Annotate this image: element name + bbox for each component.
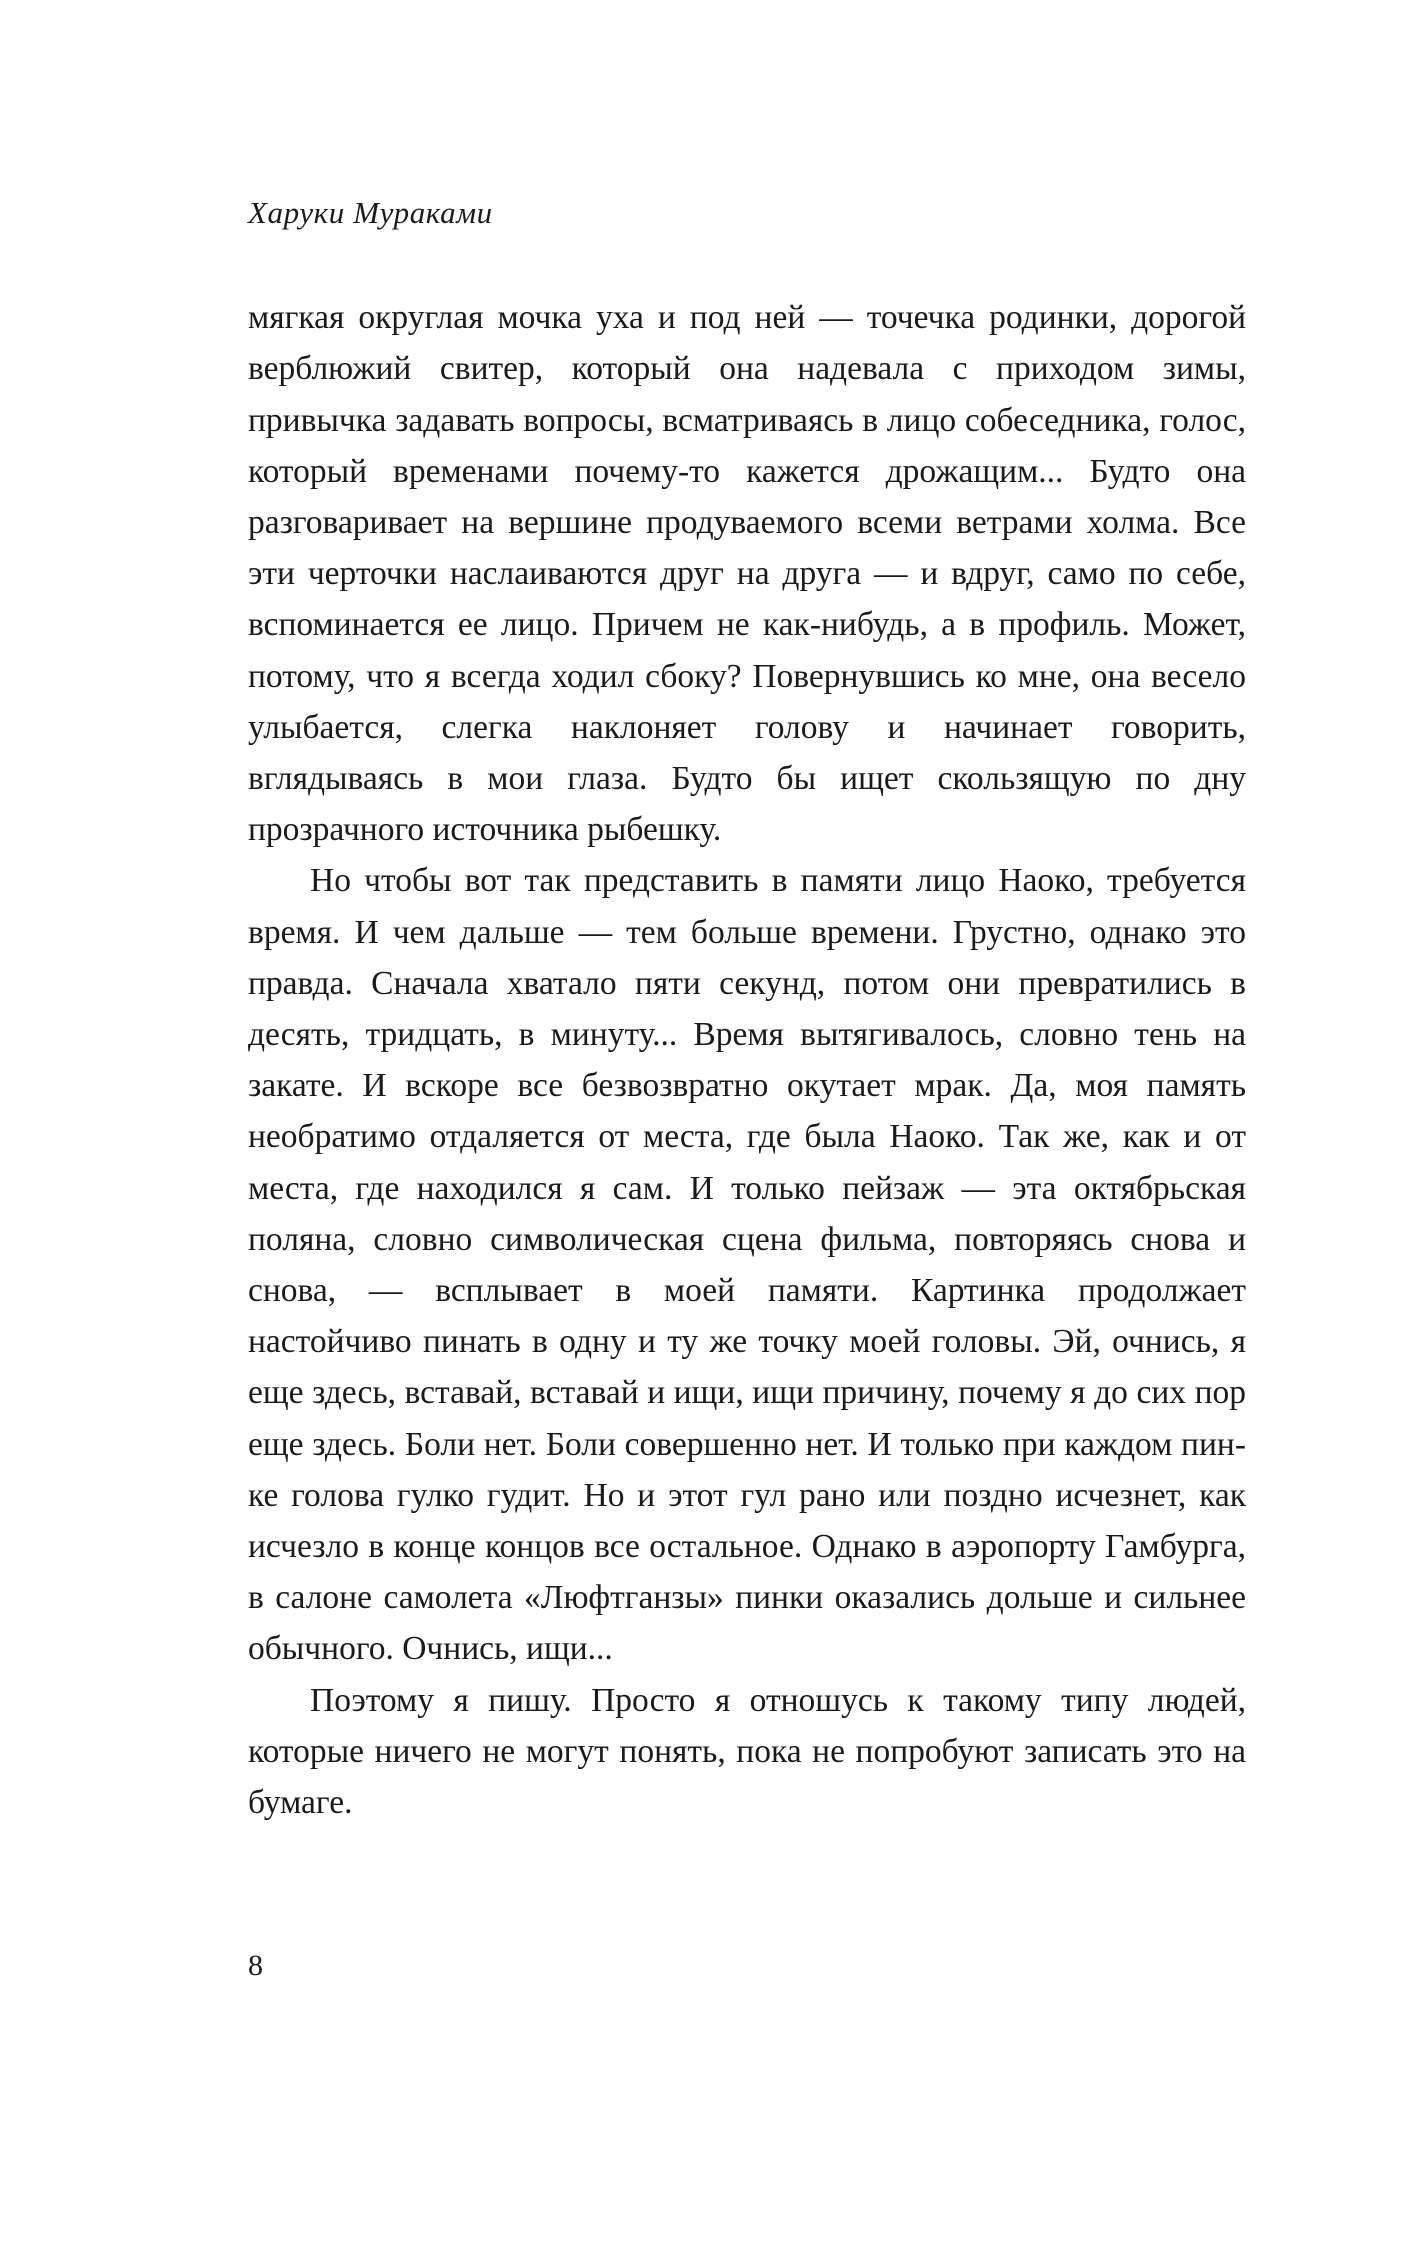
running-header: Харуки Мураками (248, 195, 493, 230)
paragraph-1: мягкая округлая мочка уха и под ней — точечка родинки, дорогой верблюжий свитер, который она надевала с приходом зимы, привычка задавать вопросы, всматриваясь в лицо собеседника, голос, который временами почему-то кажется дрожащим... Будто она разговаривает на вершине продуваемого всеми ветрами холма. Все эти черточки наслаиваются друг на друга — и вдруг, само по себе, вспоминается ее лицо. Причем не как-нибудь, а в профиль. Может, потому, что я всегда ходил сбоку? Повернувшись ко мне, она весело улыбается, слегка наклоняет голову и начинает говорить, вглядываясь в мои глаза. Будто бы ищет скользящую по дну прозрачного источника рыбешку. (248, 299, 1246, 849)
body-text (248, 292, 1246, 1828)
paragraph-3: Поэтому я пишу. Просто я отношусь к такому типу людей, которые ничего не могут понять, пока не попробуют записать это на бумаге. (248, 1681, 1246, 1821)
page-number: 8 (248, 1949, 263, 1982)
page-text-block (248, 196, 1246, 1828)
paragraph-2: Но чтобы вот так представить в памяти лицо Наоко, требуется время. И чем дальше — тем больше времени. Грустно, однако это правда. Сначала хватало пяти секунд, потом они превратились в десять, тридцать, в минуту... Время вытягивалось, словно тень на закате. И вскоре все безвозвратно окутает мрак. Да, моя память необратимо отдаляется от места, где была Наоко. Так же, как и от места, где находился я сам. И только пейзаж — эта октябрьская поляна, словно символическая сцена фильма, повторяясь снова и снова, — всплывает в моей памяти. Картинка продолжает настойчиво пинать в одну и ту же точку моей головы. Эй, очнись, я еще здесь, вставай, вставай и ищи, ищи причину, почему я до сих пор еще здесь. Боли нет. Боли совершенно нет. И только при каждом пинке голова гулко гудит. Но и этот гул рано или поздно исчезнет, как исчезло в конце концов все остальное. Однако в аэропорту Гамбурга, в салоне самолета «Люфтганзы» пинки оказались дольше и сильнее обычного. Очнись, ищи... (248, 862, 1246, 1668)
